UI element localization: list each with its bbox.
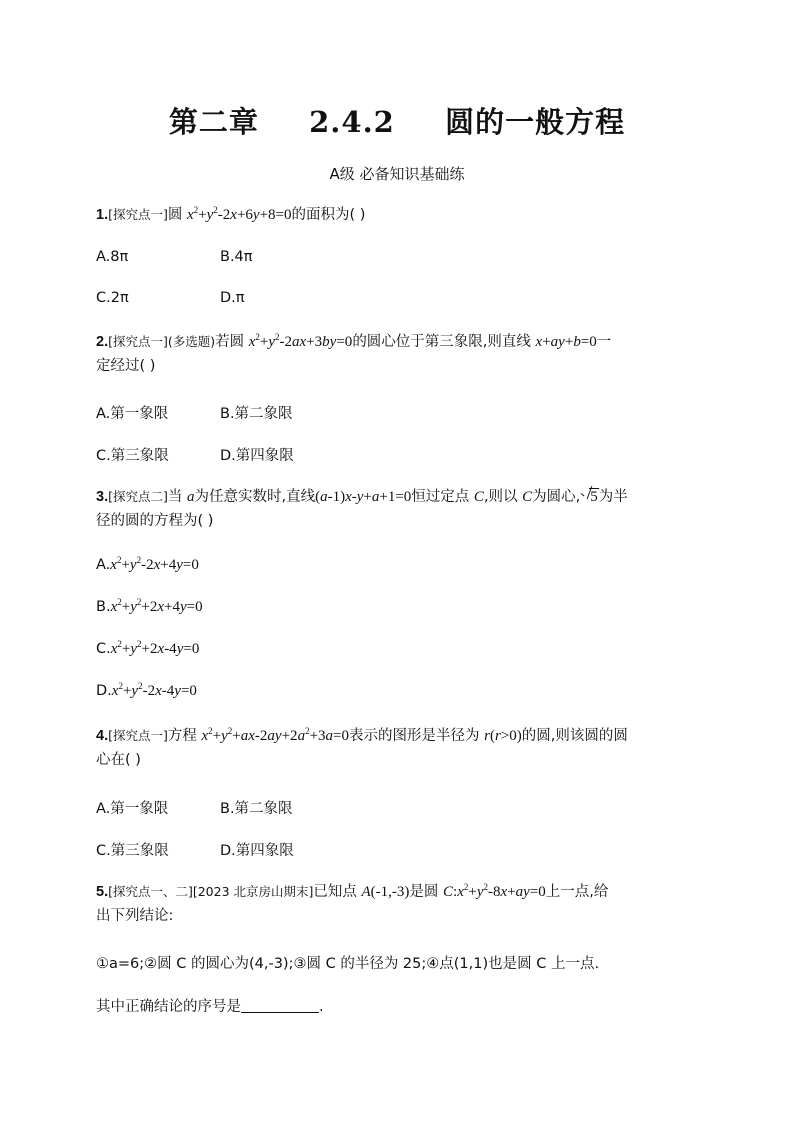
question-5: 5.[探究点一、二][2023 北京房山期末]已知点 A(-1,-3)是圆 $C:x^2+y^2-8x+ay=0$上一点,给 出下列结论:: [96, 882, 609, 924]
topic-title: 圆的一般方程: [445, 105, 626, 139]
page-title: [0, 100, 794, 141]
answer-blank[interactable]: [241, 998, 319, 1013]
question-2: 2.[探究点一](多选题)若圆 $x^2+y^2-2ax+3by=0$的圆心位于第三象限,则直线 x+ay+b=0一 定经过( ): [96, 332, 612, 374]
option-b: B.第二象限: [220, 801, 293, 817]
conclusions-line: ①a=6;②圆 C 的圆心为(4,-3);③圆 C 的半径为 25;④点(1,1)也是圆 C 上一点.: [96, 956, 600, 972]
option-c: C.第三象限: [96, 843, 169, 859]
answer-prompt: 其中正确结论的序号是 .: [96, 999, 324, 1015]
option-c: $C.x^2+y^2+2x-4y=0$: [96, 639, 200, 657]
option-d: D.第四象限: [220, 448, 294, 464]
option-a: A.第一象限: [96, 801, 169, 817]
option-a: $A.x^2+y^2-2x+4y=0$: [96, 555, 199, 573]
option-b: B.第二象限: [220, 406, 293, 422]
option-b: $B.x^2+y^2+2x+4y=0$: [96, 597, 203, 615]
option-a: A.8π: [96, 249, 129, 265]
option-d: D.π: [220, 290, 245, 306]
option-c: C.第三象限: [96, 448, 169, 464]
chapter-label: 第二章: [168, 105, 259, 139]
option-b: B.4π: [220, 249, 253, 265]
question-1: 1.[探究点一]圆 $x^2+y^2-2x+6y+8=0$的面积为( ): [96, 205, 366, 223]
option-d: $D.x^2+y^2-2x-4y=0$: [96, 681, 197, 699]
option-a: A.第一象限: [96, 406, 169, 422]
level-subtitle: A级 必备知识基础练: [329, 165, 465, 183]
question-3: 3.[探究点二]当 a为任意实数时,直线(a-1)x-y+a+1=0恒过定点 C,则以 C为圆心, 5为半 径的圆的方程为( ): [96, 485, 706, 533]
equation: $x^2+y^2-2x+6y+8=0$: [186, 205, 292, 223]
section-number: 2.4.2: [309, 105, 395, 139]
sqrt-five: 5: [580, 485, 599, 509]
option-d: D.第四象限: [220, 843, 294, 859]
question-4: 4.[探究点一]方程 $x^2+y^2+ax-2ay+2a^2+3a=0$表示的图形是半径为 r(r>0)的圆,则该圆的圆 心在( ): [96, 726, 628, 768]
option-c: C.2π: [96, 290, 129, 306]
